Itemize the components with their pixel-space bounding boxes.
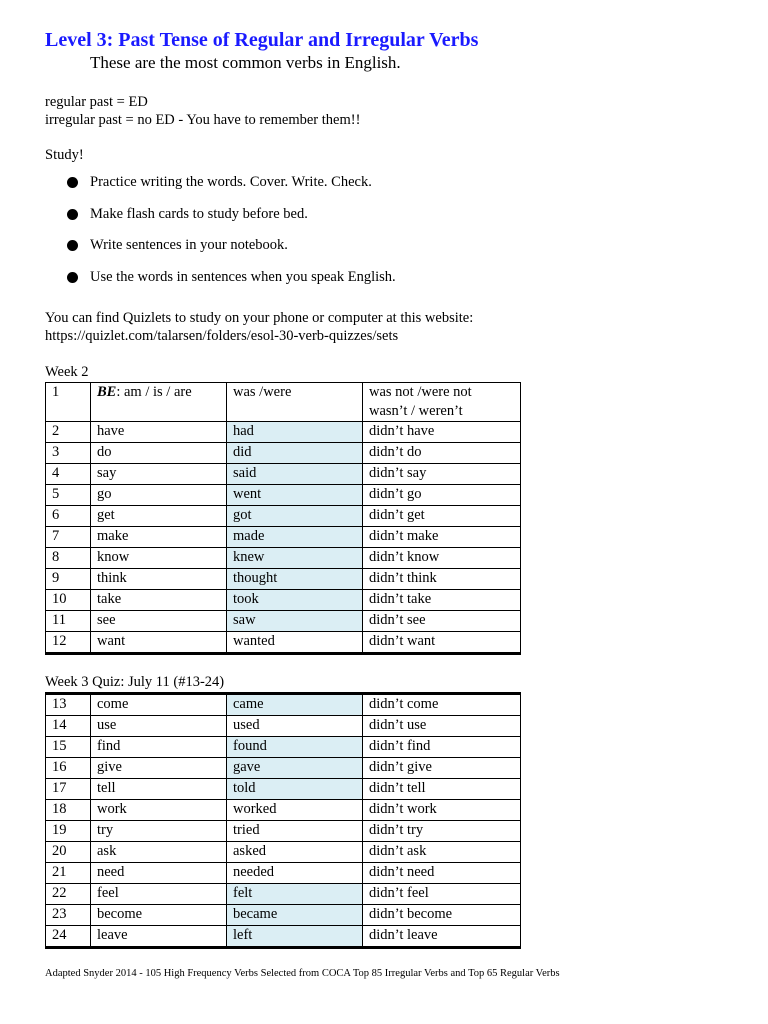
verb-number: 10 — [46, 590, 91, 611]
table-row — [46, 485, 521, 506]
verb-number: 20 — [46, 842, 91, 863]
verb-negative: didn’t say — [363, 464, 521, 485]
verb-negative: didn’t use — [363, 716, 521, 737]
verb-negative: didn’t do — [363, 443, 521, 464]
verb-negative: didn’t give — [363, 758, 521, 779]
quizlet-intro: You can find Quizlets to study on your phone or computer at this website: — [45, 310, 474, 326]
verb-number: 14 — [46, 716, 91, 737]
verb-base — [91, 383, 227, 422]
verb-number: 17 — [46, 779, 91, 800]
verb-past: said — [227, 464, 363, 485]
verb-negative: didn’t ask — [363, 842, 521, 863]
verb-past: worked — [227, 800, 363, 821]
verb-negative: didn’t feel — [363, 884, 521, 905]
verb-base: give — [91, 758, 227, 779]
verb-past: wanted — [227, 632, 363, 654]
study-heading: Study! — [45, 147, 84, 163]
verb-number: 9 — [46, 569, 91, 590]
verb-number: 11 — [46, 611, 91, 632]
verb-number: 16 — [46, 758, 91, 779]
table-row — [46, 443, 521, 464]
verb-past: needed — [227, 863, 363, 884]
footer-credit: Adapted Snyder 2014 - 105 High Frequency Verbs Selected from COCA Top 85 Irregular Verbs and Top 65 Regular Verbs — [45, 968, 560, 979]
table-row — [46, 863, 521, 884]
verb-negative: didn’t find — [363, 737, 521, 758]
verb-number: 18 — [46, 800, 91, 821]
bullet-text: Practice writing the words. Cover. Write. Check. — [90, 174, 372, 190]
table-row — [46, 800, 521, 821]
verb-number: 3 — [46, 443, 91, 464]
bullet-dot-icon — [67, 209, 78, 220]
table-row — [46, 464, 521, 485]
verb-base: ask — [91, 842, 227, 863]
verb-number: 23 — [46, 905, 91, 926]
verb-past: left — [227, 926, 363, 948]
verb-number: 22 — [46, 884, 91, 905]
verb-past: found — [227, 737, 363, 758]
bullet-dot-icon — [67, 272, 78, 283]
verb-past: took — [227, 590, 363, 611]
verb-number: 19 — [46, 821, 91, 842]
verb-negative: didn’t know — [363, 548, 521, 569]
verb-negative: didn’t have — [363, 422, 521, 443]
bullet-dot-icon — [67, 240, 78, 251]
verb-number: 12 — [46, 632, 91, 654]
verb-base: find — [91, 737, 227, 758]
verb-negative: didn’t become — [363, 905, 521, 926]
irregular-rule: irregular past = no ED - You have to remember them!! — [45, 112, 361, 128]
table-row — [46, 779, 521, 800]
verb-base: know — [91, 548, 227, 569]
be-forms: : am / is / are — [116, 384, 192, 400]
verb-number: 8 — [46, 548, 91, 569]
table-row — [46, 926, 521, 948]
verb-negative: didn’t go — [363, 485, 521, 506]
verb-base: become — [91, 905, 227, 926]
page-subtitle: These are the most common verbs in English. — [90, 53, 401, 72]
verb-past: was /were — [227, 383, 363, 422]
table-row — [46, 694, 521, 716]
table-row — [46, 737, 521, 758]
table-row — [46, 548, 521, 569]
verb-negative: didn’t take — [363, 590, 521, 611]
verb-number: 15 — [46, 737, 91, 758]
verb-negative: didn’t want — [363, 632, 521, 654]
table-row — [46, 383, 521, 422]
verb-base: need — [91, 863, 227, 884]
verb-number: 24 — [46, 926, 91, 948]
week2-verb-table — [45, 382, 521, 655]
negative-line: wasn’t / weren’t — [369, 403, 463, 419]
week2-heading: Week 2 — [45, 364, 89, 380]
verb-past: told — [227, 779, 363, 800]
verb-past: went — [227, 485, 363, 506]
verb-base: leave — [91, 926, 227, 948]
bullet-text: Make flash cards to study before bed. — [90, 206, 308, 222]
table-row — [46, 569, 521, 590]
verb-number: 21 — [46, 863, 91, 884]
verb-number: 4 — [46, 464, 91, 485]
week3-heading: Week 3 Quiz: July 11 (#13-24) — [45, 674, 225, 690]
page-title: Level 3: Past Tense of Regular and Irregular Verbs — [45, 29, 479, 51]
verb-negative: didn’t think — [363, 569, 521, 590]
verb-past: became — [227, 905, 363, 926]
be-word: BE — [97, 384, 117, 400]
week3-verb-table — [45, 692, 521, 949]
verb-base: want — [91, 632, 227, 654]
bullet-text: Write sentences in your notebook. — [90, 237, 288, 253]
table-row — [46, 611, 521, 632]
verb-negative: didn’t come — [363, 694, 521, 716]
verb-base: take — [91, 590, 227, 611]
verb-base: feel — [91, 884, 227, 905]
negative-line: was not /were not — [369, 384, 472, 400]
verb-number: 6 — [46, 506, 91, 527]
verb-negative — [363, 383, 521, 422]
verb-base: use — [91, 716, 227, 737]
regular-rule: regular past = ED — [45, 94, 148, 110]
verb-past: saw — [227, 611, 363, 632]
verb-base: make — [91, 527, 227, 548]
verb-number: 1 — [46, 383, 91, 422]
table-row — [46, 884, 521, 905]
verb-negative: didn’t get — [363, 506, 521, 527]
verb-negative: didn’t make — [363, 527, 521, 548]
verb-base: get — [91, 506, 227, 527]
verb-base: have — [91, 422, 227, 443]
verb-past: gave — [227, 758, 363, 779]
verb-past: made — [227, 527, 363, 548]
verb-base: think — [91, 569, 227, 590]
verb-negative: didn’t try — [363, 821, 521, 842]
quizlet-url: https://quizlet.com/talarsen/folders/esol-30-verb-quizzes/sets — [45, 328, 399, 344]
verb-past: knew — [227, 548, 363, 569]
verb-past: thought — [227, 569, 363, 590]
bullet-text: Use the words in sentences when you speak English. — [90, 269, 396, 285]
verb-past: asked — [227, 842, 363, 863]
verb-negative: didn’t work — [363, 800, 521, 821]
verb-past: came — [227, 694, 363, 716]
verb-negative: didn’t see — [363, 611, 521, 632]
verb-base: tell — [91, 779, 227, 800]
table-row — [46, 632, 521, 654]
verb-base: work — [91, 800, 227, 821]
verb-number: 13 — [46, 694, 91, 716]
table-row — [46, 527, 521, 548]
table-row — [46, 758, 521, 779]
verb-base: come — [91, 694, 227, 716]
verb-past: had — [227, 422, 363, 443]
verb-base: see — [91, 611, 227, 632]
verb-negative: didn’t leave — [363, 926, 521, 948]
verb-past: used — [227, 716, 363, 737]
verb-base: say — [91, 464, 227, 485]
verb-negative: didn’t need — [363, 863, 521, 884]
verb-past: did — [227, 443, 363, 464]
verb-number: 5 — [46, 485, 91, 506]
table-row — [46, 590, 521, 611]
table-row — [46, 506, 521, 527]
bullet-dot-icon — [67, 177, 78, 188]
verb-base: go — [91, 485, 227, 506]
table-row — [46, 842, 521, 863]
verb-past: felt — [227, 884, 363, 905]
table-row — [46, 905, 521, 926]
verb-past: tried — [227, 821, 363, 842]
table-row — [46, 716, 521, 737]
verb-number: 7 — [46, 527, 91, 548]
verb-base: try — [91, 821, 227, 842]
verb-negative: didn’t tell — [363, 779, 521, 800]
table-row — [46, 422, 521, 443]
verb-number: 2 — [46, 422, 91, 443]
table-row — [46, 821, 521, 842]
verb-base: do — [91, 443, 227, 464]
verb-past: got — [227, 506, 363, 527]
